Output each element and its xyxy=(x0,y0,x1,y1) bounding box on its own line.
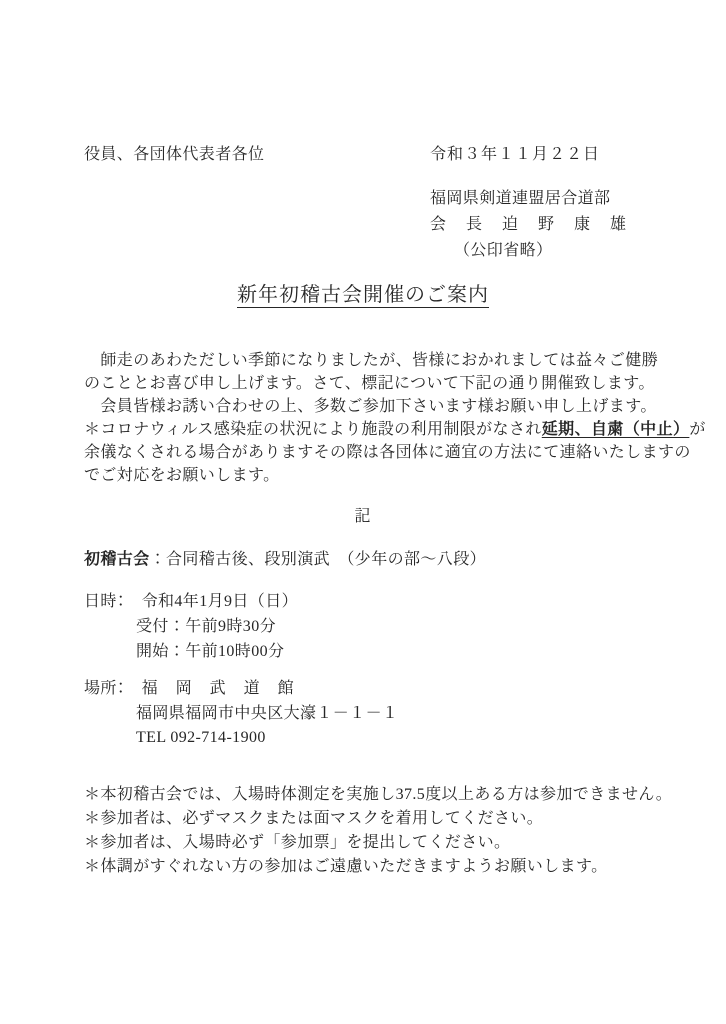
greeting-line-1: 師走のあわただしい季節になりましたが、皆様におかれましては益々ご健勝 xyxy=(84,352,659,369)
event-description: ：合同稽古後、段別演武 （少年の部～八段） xyxy=(149,551,487,568)
note-line: ＊参加者は、入場時必ず「参加票」を提出してください。 xyxy=(84,834,511,851)
greeting-line-2: のこととお喜び申し上げます。さて、標記について下記の通り開催致します。 xyxy=(84,375,655,392)
covid-note-pre: ＊コロナウィルス感染症の状況により施設の利用制限がなされ xyxy=(84,421,542,438)
note-line: ＊参加者は、必ずマスクまたは面マスクを着用してください。 xyxy=(84,810,544,827)
note-line: ＊本初稽古会では、入場時体測定を実施し37.5度以上ある方は参加できません。 xyxy=(84,786,673,803)
venue-name: 福 岡 武 道 館 xyxy=(141,680,295,697)
covid-note-line-1 xyxy=(84,418,706,441)
document-title xyxy=(0,278,726,307)
schedule-start-line: 開始：午前10時00分 xyxy=(136,643,285,660)
document-title-text: 新年初稽古会開催のご案内 xyxy=(237,284,489,306)
recipient-line: 役員、各団体代表者各位 xyxy=(84,146,265,163)
covid-note-emphasis: 延期、自粛（中止） xyxy=(541,421,690,438)
schedule-date-line xyxy=(84,589,298,614)
venue-tel-line: TEL 092-714-1900 xyxy=(136,729,266,746)
schedule-date-label: 日時： xyxy=(84,593,142,610)
schedule-reception-line: 受付：午前9時30分 xyxy=(136,618,277,635)
covid-note-line-3: でご対応をお願いします。 xyxy=(84,467,280,484)
notes-block xyxy=(84,783,696,879)
venue-block xyxy=(84,677,398,751)
covid-note-suffix: が xyxy=(689,421,706,438)
schedule-block xyxy=(84,589,298,664)
greeting-line-3: 会員皆様お誘い合わせの上、多数ご参加下さいます様お願い申し上げます。 xyxy=(84,398,657,415)
sender-name: 会 長 迫 野 康 雄 xyxy=(430,216,629,233)
venue-label: 場所： xyxy=(84,680,142,697)
body-text-block xyxy=(84,349,706,487)
sender-organization: 福岡県剣道連盟居合道部 xyxy=(430,190,611,207)
venue-line xyxy=(84,677,398,702)
schedule-date-value: 令和4年1月9日（日） xyxy=(141,593,299,610)
covid-note-line-2: 余儀なくされる場合がありますその際は各団体に適宜の方法にて連絡いたしますの xyxy=(84,444,691,461)
event-line xyxy=(84,546,486,569)
record-marker: 記 xyxy=(354,508,372,525)
sender-block xyxy=(430,186,628,264)
note-line: ＊体調がすぐれない方の参加はご遠慮いただきますようお願いします。 xyxy=(84,858,608,875)
venue-address-line: 福岡県福岡市中央区大濠１－１－１ xyxy=(136,704,399,722)
seal-note: （公印省略） xyxy=(454,242,553,259)
event-label: 初稽古会 xyxy=(84,551,150,568)
document-date: 令和３年１１月２２日 xyxy=(430,146,601,163)
